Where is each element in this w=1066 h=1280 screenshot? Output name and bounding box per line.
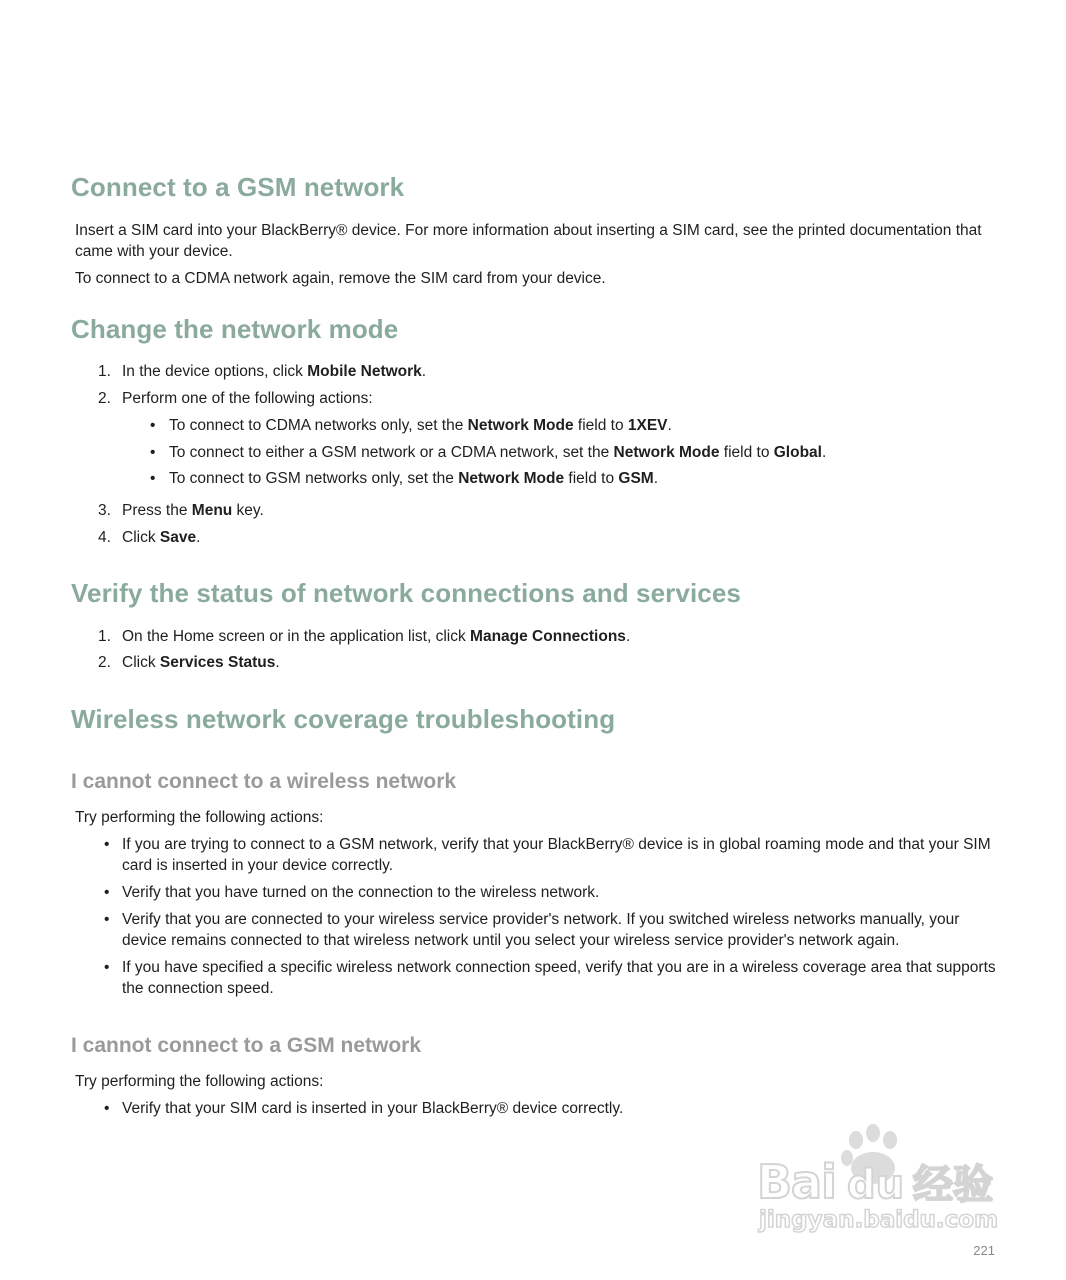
bullet-text: If you are trying to connect to a GSM network, verify that your BlackBerry® device is in global roaming mode and that your SIM card is inserted in your device correctly. [122, 836, 991, 874]
bullet: • [104, 1100, 110, 1117]
step-text: On the Home screen or in the application list, click Manage Connections. [122, 628, 631, 645]
watermark-url: jingyan.baidu.com [759, 1207, 999, 1233]
subheading-cannot-connect-gsm: I cannot connect to a GSM network [71, 1034, 422, 1057]
step-number: 3. [98, 502, 111, 519]
step-text: Press the Menu key. [122, 502, 264, 519]
bullet: • [104, 836, 110, 853]
baidu-watermark [755, 1120, 1005, 1235]
bullet-text: To connect to CDMA networks only, set the Network Mode field to 1XEV. [169, 417, 672, 434]
step-number: 2. [98, 654, 111, 671]
step-number: 2. [98, 390, 111, 407]
bullet: • [104, 884, 110, 901]
page-number: 221 [973, 1243, 995, 1258]
heading-verify-status: Verify the status of network connections and services [71, 578, 741, 608]
step-text: Click Save. [122, 529, 201, 546]
bullet-text: To connect to either a GSM network or a CDMA network, set the Network Mode field to Global. [169, 444, 827, 461]
paragraph-cdma-again: To connect to a CDMA network again, remove the SIM card from your device. [75, 270, 606, 287]
bullet-text: If you have specified a specific wireless network connection speed, verify that you are in a wireless coverage area that supports the connection speed. [122, 959, 996, 997]
step-text: Click Services Status. [122, 654, 280, 671]
intro-text: Try performing the following actions: [75, 809, 324, 826]
heading-connect-gsm: Connect to a GSM network [71, 172, 405, 202]
bullet: • [104, 959, 110, 976]
bullet: • [150, 470, 156, 487]
svg-text:经验: 经验 [913, 1162, 993, 1208]
bullet-text: Verify that your SIM card is inserted in your BlackBerry® device correctly. [122, 1100, 624, 1117]
svg-text:du: du [847, 1162, 905, 1208]
step-number: 1. [98, 628, 111, 645]
step-number: 4. [98, 529, 111, 546]
step-text: Perform one of the following actions: [122, 390, 373, 407]
bullet-text: Verify that you have turned on the connection to the wireless network. [122, 884, 600, 901]
step-number: 1. [98, 363, 111, 380]
bullet: • [150, 417, 156, 434]
heading-change-mode: Change the network mode [71, 314, 399, 344]
subheading-cannot-connect-wireless: I cannot connect to a wireless network [71, 770, 457, 793]
paragraph-insert-sim: Insert a SIM card into your BlackBerry® device. For more information about inserting a SIM card, see the printed documentation that came with your device. [75, 222, 982, 260]
bullet-text: To connect to GSM networks only, set the Network Mode field to GSM. [169, 470, 659, 487]
svg-text:Bai: Bai [757, 1155, 836, 1209]
intro-text: Try performing the following actions: [75, 1073, 324, 1090]
heading-coverage-troubleshooting: Wireless network coverage troubleshooting [71, 704, 616, 734]
bullet-text: Verify that you are connected to your wireless service provider's network. If you switched wireless networks manually, your device remains connected to that wireless network until you select your wireless service provider's network again. [122, 911, 960, 949]
bullet: • [150, 444, 156, 461]
bullet: • [104, 911, 110, 928]
step-text: In the device options, click Mobile Network. [122, 363, 427, 380]
